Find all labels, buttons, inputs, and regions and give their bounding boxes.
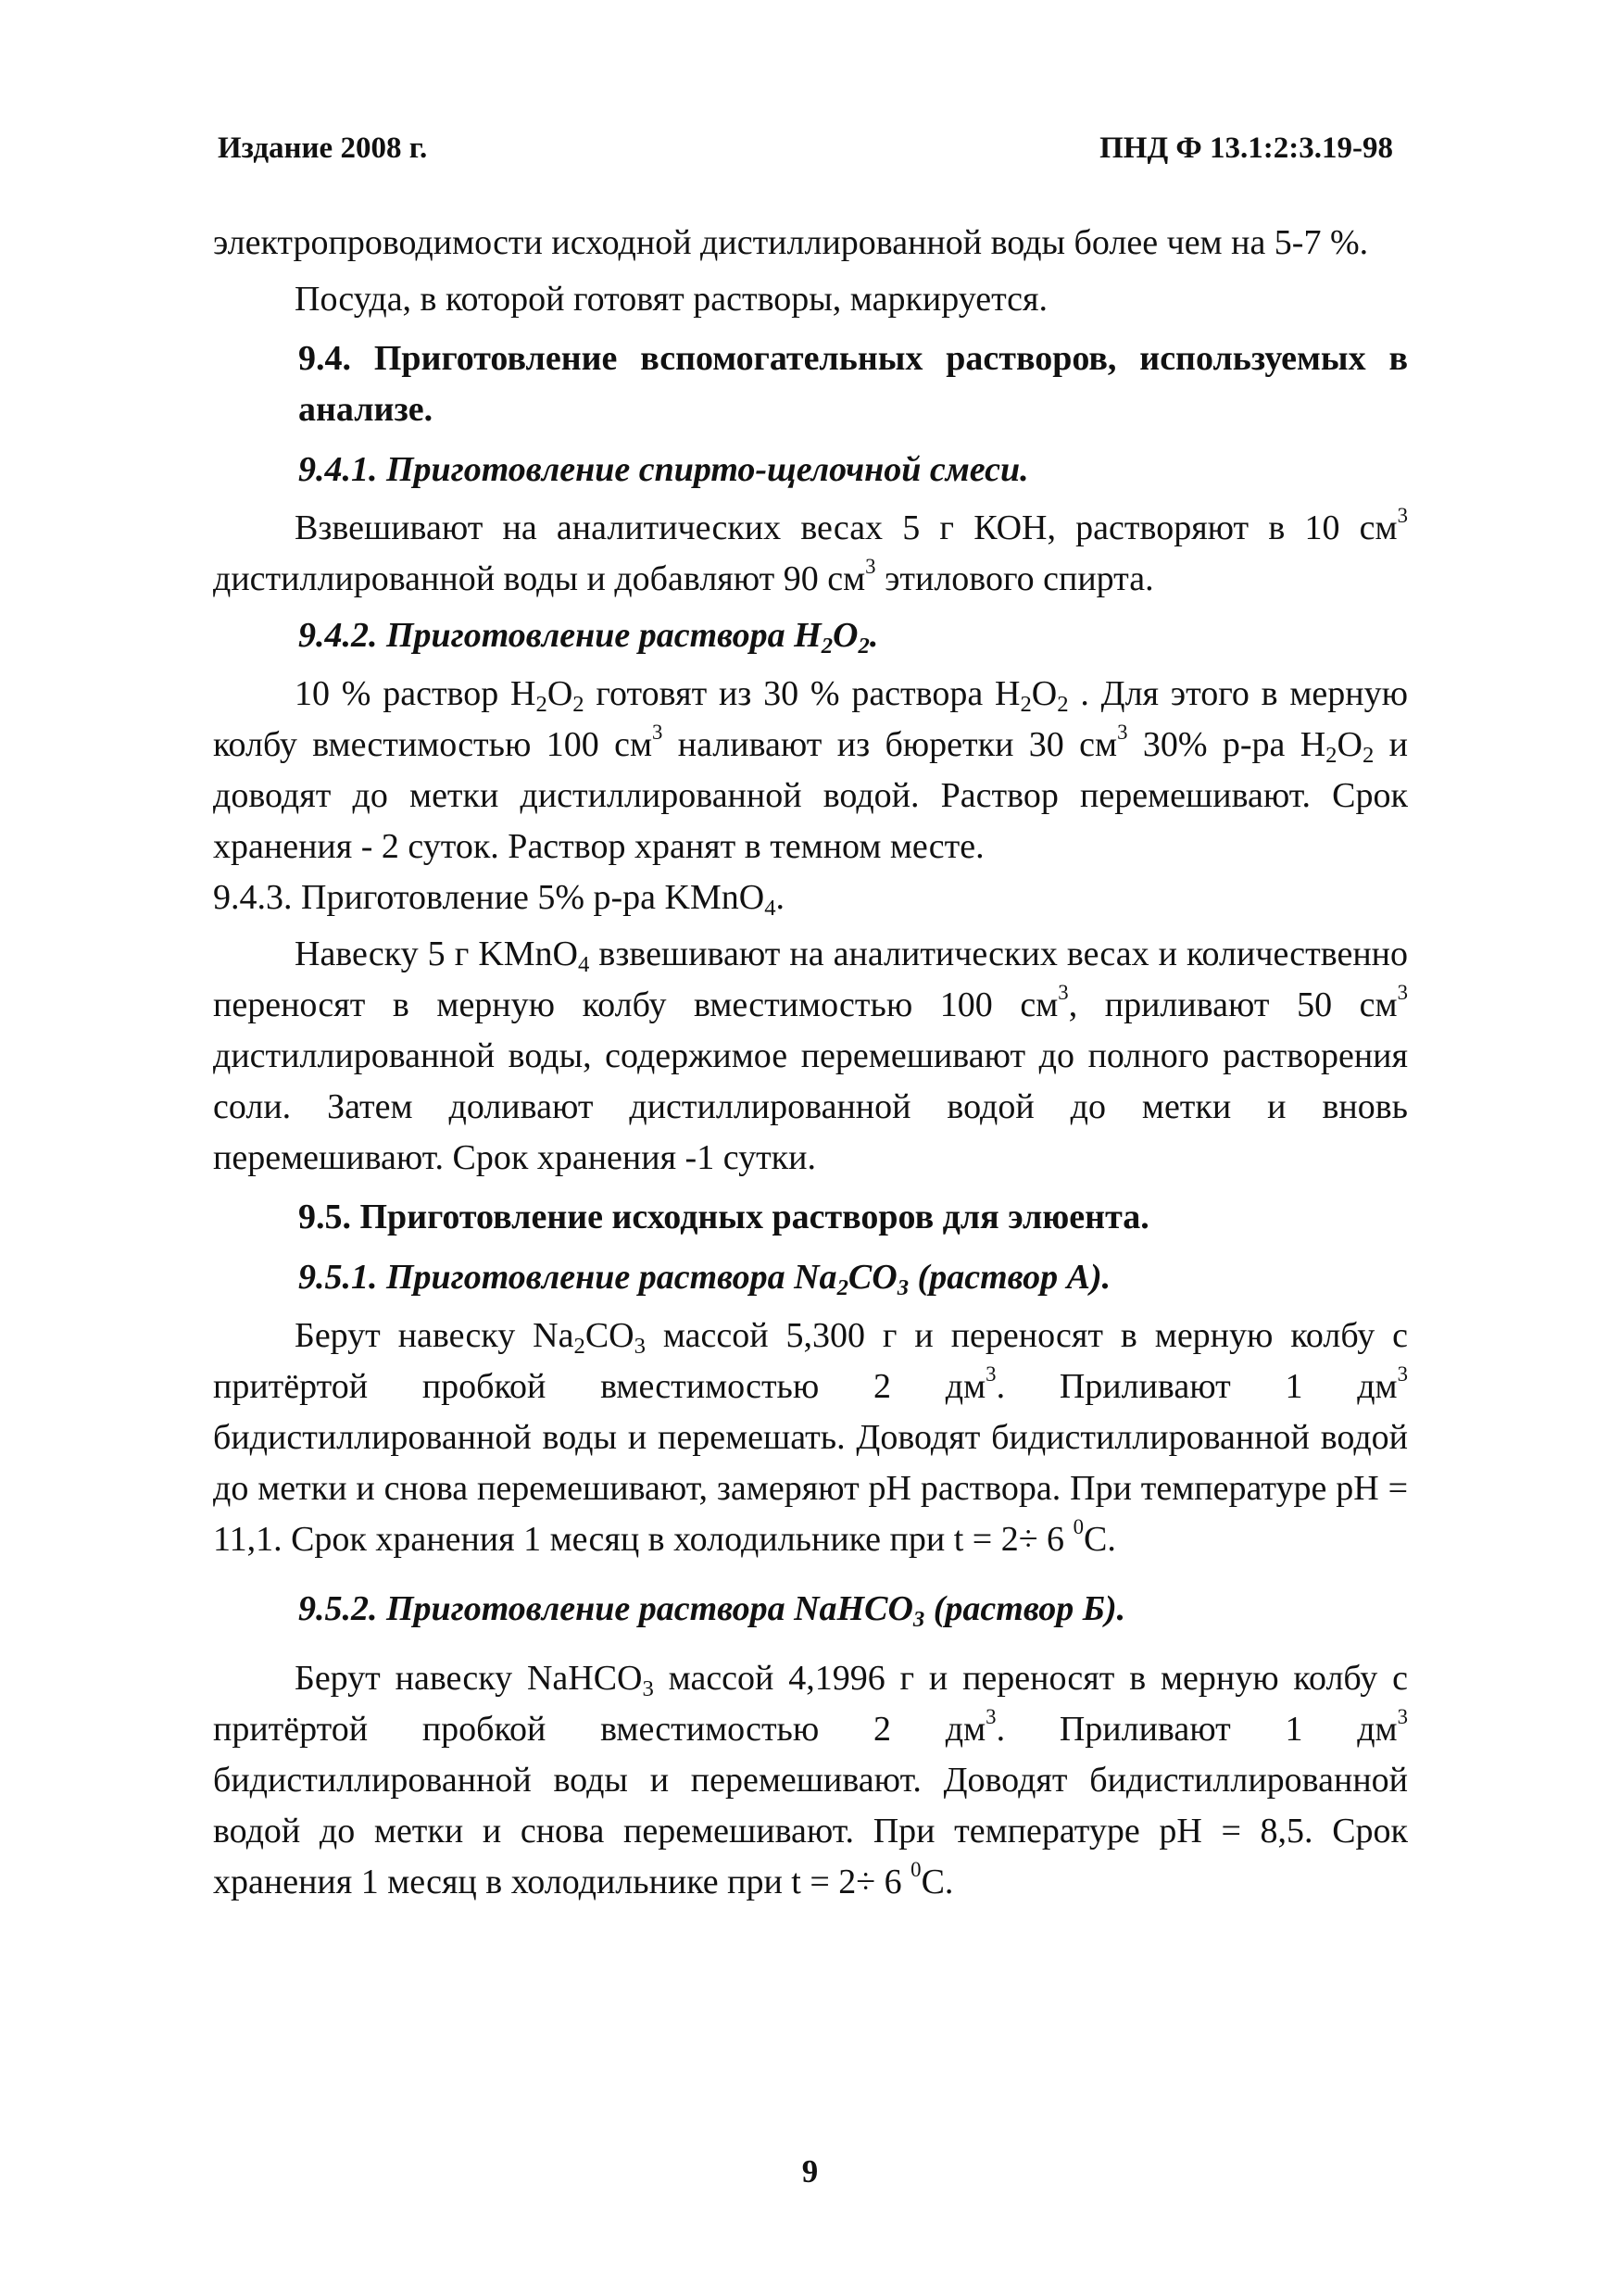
paragraph-9-5-2: Берут навеску NaHCO$_3$ массой 4,1996 г и переносят в мерную колбу с притёртой пробкой вместимостью 2 $дм^3$. Приливают 1 $дм^3$ бидистиллированной воды и перемешивают. Доводят бидистиллированной водой до метки и снова перемешивают. При температуре pH = 8,5. Срок хранения 1 месяц в холодильнике при t = 2÷ 6 $^0$С. [213,1659,1409,1901]
paragraph-continuation: электропроводимости исходной дистиллированной воды более чем на 5-7 %. [213,223,1369,262]
page-body [213,218,1408,1908]
section-9-4-1-heading: 9.4.1. Приготовление спирто-щелочной смеси. [298,450,1029,489]
paragraph-9-5-1: Берут навеску $Na_2CO_3$ массой 5,300 г и переносят в мерную колбу с притёртой пробкой вместимостью 2 $дм^3$. Приливают 1 $дм^3$ бидистиллированной воды и перемешать. Доводят бидистиллированной водой до метки и снова перемешивают, замеряют pH раствора. При температуре pH = 11,1. Срок хранения 1 месяц в холодильнике при t = 2÷ 6 $^0$С. [213,1316,1409,1559]
section-9-5-1-heading: 9.5.1. Приготовление раствора $Na_2CO_3$ (раствор А). [298,1258,1111,1300]
section-9-4-heading: 9.4. Приготовление вспомогательных растворов, используемых в анализе. [298,339,1408,429]
paragraph-9-4-1: Взвешивают на аналитических весах 5 г КОН, растворяют в 10 $см^3$ дистиллированной воды и добавляют 90 $см^3$ этилового спирта. [213,504,1408,598]
paragraph-9-4-3: Навеску 5 г KMnO$_4$ взвешивают на аналитических весах и количественно переносят в мерную колбу вместимостью 100 $см^3$, приливают 50 $см^3$ дистиллированной воды, содержимое перемешивают до полного растворения соли. Затем доливают дистиллированной водой до метки и вновь перемешивают. Срок хранения -1 сутки. [213,935,1409,1177]
page-number: 9 [801,2153,819,2189]
section-9-5-heading: 9.5. Приготовление исходных растворов для элюента. [298,1198,1149,1236]
document-code: ПНД Ф 13.1:2:3.19-98 [1099,132,1393,165]
section-9-4-3-heading: 9.4.3. Приготовление 5% р-ра KMnO$_4$. [213,878,785,921]
section-9-5-2-heading: 9.5.2. Приготовление раствора NaHCO$_3$ (раствор Б). [298,1589,1126,1632]
edition-label: Издание 2008 г. [218,132,428,165]
paragraph-glassware: Посуда, в которой готовят растворы, маркируется. [295,280,1049,319]
section-9-4-2-heading: 9.4.2. Приготовление раствора $H_2O_2$. [298,616,879,659]
paragraph-9-4-2: 10 % раствор $H_2O_2$ готовят из 30 % раствора $H_2O_2$ . Для этого в мерную колбу вместимостью 100 $см^3$ наливают из бюретки 30 $см^3$ 30% р-ра $H_2O_2$ и доводят до метки дистиллированной водой. Раствор перемешивают. Срок хранения - 2 суток. Раствор хранят в темном месте. [213,674,1408,866]
